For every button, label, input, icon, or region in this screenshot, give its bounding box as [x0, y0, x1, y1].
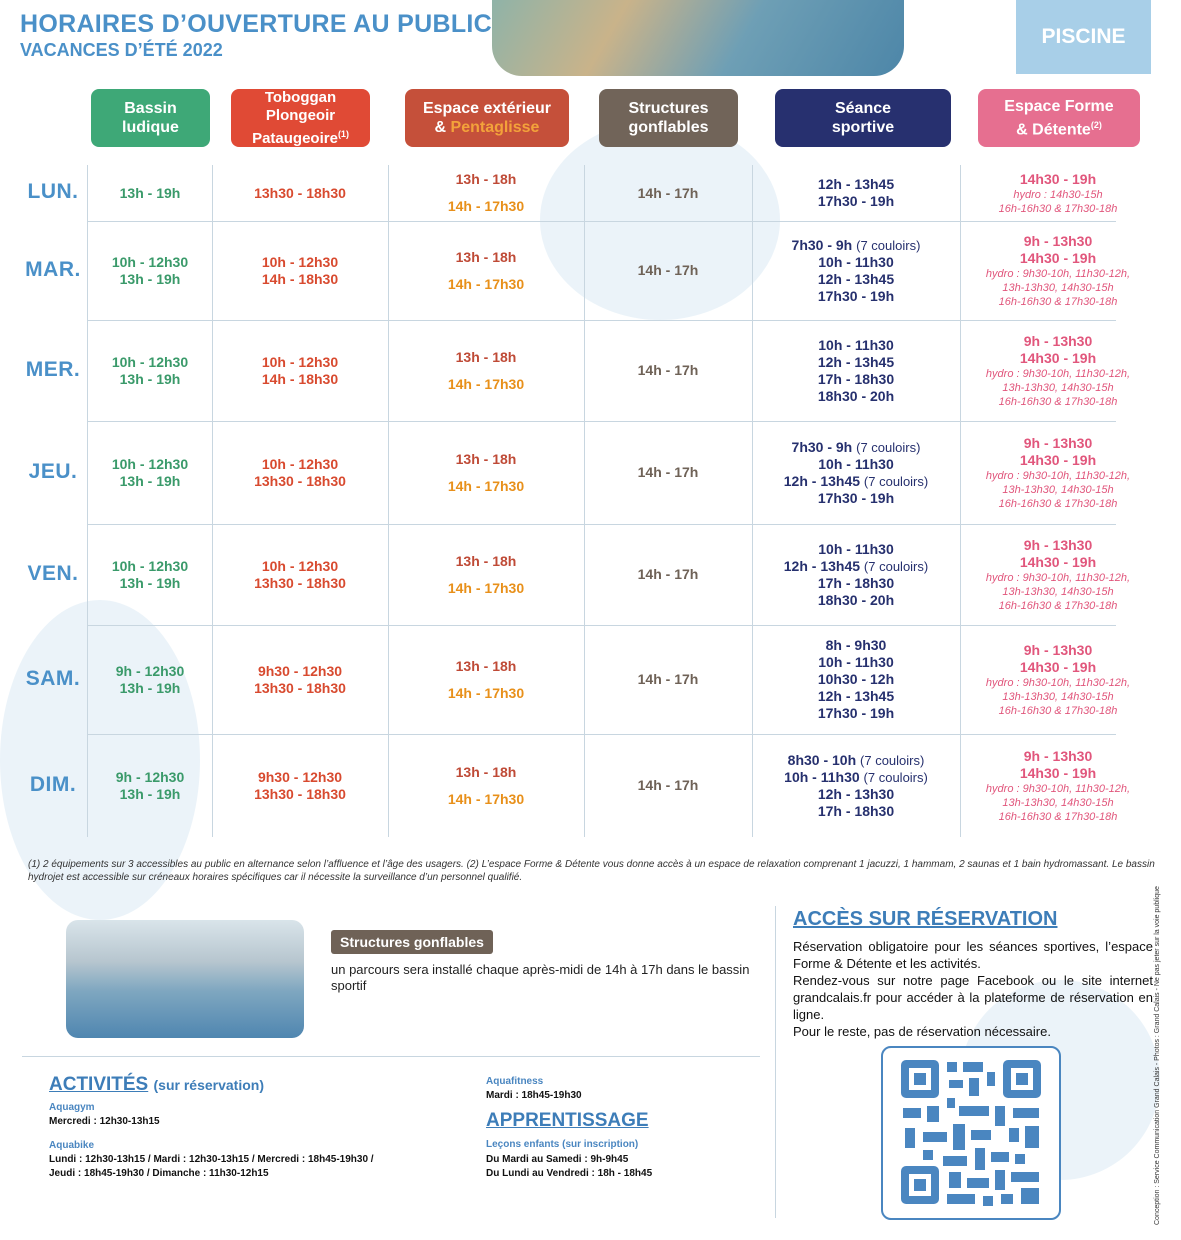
- time-range: 12h - 13h45: [783, 472, 861, 489]
- time-range: 10h - 11h30: [818, 336, 894, 353]
- time-slot: 14h30 - 19h: [1019, 451, 1097, 468]
- time-range: 10h - 11h30: [784, 768, 860, 785]
- time-slot: 13h - 19h: [119, 472, 181, 489]
- bassin-ludique-cell: [88, 421, 212, 524]
- toboggan-cell: [212, 625, 388, 734]
- time-slot: [818, 337, 894, 354]
- espace-forme-cell: [960, 421, 1156, 524]
- time-range: 8h30 - 10h: [787, 751, 857, 768]
- bassin-ludique-cell: [88, 165, 212, 221]
- espace-forme-cell: [960, 734, 1156, 837]
- bassin-ludique-cell: [88, 221, 212, 320]
- hydro-slot: hydro : 9h30-10h, 11h30-12h,: [985, 782, 1131, 795]
- time-slot: 14h - 17h: [637, 671, 699, 687]
- column-header-structures-gonflables: Structures gonflables: [599, 89, 738, 147]
- time-slot: [818, 193, 894, 210]
- time-slot: [818, 654, 894, 671]
- bassin-ludique-cell: [88, 625, 212, 734]
- time-slot: [818, 671, 894, 688]
- seance-sportive-cell: [752, 320, 960, 421]
- aquafitness-text: Mardi : 18h45-19h30: [486, 1090, 582, 1101]
- time-range: 12h - 13h45: [817, 176, 895, 192]
- time-range: 8h - 9h30: [825, 637, 887, 653]
- time-range: 17h30 - 19h: [817, 193, 895, 209]
- structures-cell: [584, 165, 752, 221]
- time-slot: 14h - 18h30: [261, 270, 339, 287]
- time-range: 18h30 - 20h: [817, 591, 895, 608]
- time-slot: 9h - 13h30: [1023, 232, 1093, 249]
- time-slot: 13h30 - 18h30: [254, 785, 346, 802]
- time-slot: 14h30 - 19h: [1019, 249, 1097, 266]
- structures-gonflables-text: un parcours sera installé chaque après-midi de 14h à 17h dans le bassin sportif: [331, 962, 750, 993]
- time-slot: [818, 490, 894, 507]
- hydro-slot: 16h-16h30 & 17h30-18h: [998, 704, 1118, 717]
- pentaglisse-time-slot: 14h - 17h30: [447, 579, 525, 596]
- time-slot: 10h - 12h30: [261, 353, 339, 370]
- hydro-slot: 13h-13h30, 14h30-15h: [1002, 585, 1114, 598]
- hydro-slot: 13h-13h30, 14h30-15h: [1002, 381, 1114, 394]
- time-slot: 13h - 18h: [455, 552, 517, 569]
- time-range: 17h - 18h30: [817, 574, 895, 591]
- toboggan-cell: [212, 421, 388, 524]
- time-range: 10h - 11h30: [818, 253, 894, 270]
- time-slot: [818, 371, 894, 388]
- time-range: 12h - 13h45: [817, 270, 895, 287]
- time-slot: 10h - 12h30: [111, 557, 189, 574]
- qr-code[interactable]: [881, 1046, 1061, 1220]
- time-slot: [818, 271, 894, 288]
- time-slot: 13h - 19h: [119, 785, 181, 802]
- hydro-slot: hydro : 9h30-10h, 11h30-12h,: [985, 571, 1131, 584]
- aquabike-label: Aquabike: [49, 1140, 95, 1151]
- time-slot: [818, 592, 894, 609]
- time-slot: 14h30 - 19h: [1019, 764, 1097, 781]
- couloirs-note: (7 couloirs): [863, 769, 928, 785]
- time-slot: [784, 769, 928, 786]
- day-label: DIM.: [29, 772, 77, 796]
- time-slot: 9h - 13h30: [1023, 747, 1093, 764]
- time-slot: [792, 439, 921, 456]
- time-slot: 14h - 18h30: [261, 370, 339, 387]
- time-range: 17h30 - 19h: [817, 489, 895, 506]
- time-slot: 13h30 - 18h30: [254, 574, 346, 591]
- credit-text: Conception : Service Communication Grand Calais - Photos : Grand Calais - Ne pas jeter sur la voie publique: [1154, 886, 1161, 1225]
- day-label: MAR.: [25, 257, 81, 281]
- time-slot: 14h - 17h: [637, 362, 699, 378]
- activites-title: ACTIVITÉS (sur réservation): [49, 1074, 264, 1095]
- time-range: 12h - 13h45: [817, 353, 895, 370]
- hydro-slot: hydro : 9h30-10h, 11h30-12h,: [985, 367, 1131, 380]
- hydro-slot: 16h-16h30 & 17h30-18h: [998, 202, 1118, 215]
- time-slot: 14h - 17h: [637, 464, 699, 480]
- time-slot: [792, 237, 921, 254]
- structures-cell: [584, 524, 752, 625]
- seance-sportive-cell: [752, 221, 960, 320]
- time-slot: 13h - 19h: [119, 270, 181, 287]
- time-slot: 9h - 13h30: [1023, 434, 1093, 451]
- page-title: HORAIRES D’OUVERTURE AU PUBLIC: [20, 10, 492, 38]
- hydro-slot: 16h-16h30 & 17h30-18h: [998, 295, 1118, 308]
- divider: [22, 1056, 760, 1057]
- structures-cell: [584, 625, 752, 734]
- column-header-espace-forme: Espace Forme & Détente$^{(2)}$: [978, 89, 1140, 147]
- hydro-slot: hydro : 9h30-10h, 11h30-12h,: [985, 676, 1131, 689]
- espace-forme-cell: [960, 524, 1156, 625]
- time-slot: 14h30 - 19h: [1019, 170, 1097, 187]
- time-slot: 14h30 - 19h: [1019, 349, 1097, 366]
- piscine-badge: PISCINE: [1016, 0, 1151, 74]
- inflatable-structure-photo: [66, 920, 304, 1038]
- hydro-slot: 16h-16h30 & 17h30-18h: [998, 810, 1118, 823]
- time-slot: 13h30 - 18h30: [254, 184, 346, 201]
- time-slot: 9h - 13h30: [1023, 536, 1093, 553]
- column-header-toboggan: Toboggan Plongeoir Pataugeoire$^{(1)}$: [231, 89, 370, 147]
- hydro-slot: 13h-13h30, 14h30-15h: [1002, 483, 1114, 496]
- time-slot: 13h - 18h: [455, 450, 517, 467]
- time-slot: 14h30 - 19h: [1019, 658, 1097, 675]
- acces-title: ACCÈS SUR RÉSERVATION: [793, 908, 1058, 930]
- footnote: (1) 2 équipements sur 3 accessibles au public en alternance selon l’affluence et l’âge des usagers. (2) L’espace Forme & Détente vous donne accès à un espace de relaxation comprenant 1 jacuzzi, 1 hammam, 2 saunas et 1 bain hydromassant. Le bassin hydrojet est accessible sur créneaux horaires spécifiques car il nécessite la surveillance d’un personnel qualifié.: [28, 859, 1155, 883]
- time-slot: 13h - 18h: [455, 763, 517, 780]
- seance-sportive-cell: [752, 421, 960, 524]
- time-range: 7h30 - 9h: [791, 438, 853, 455]
- time-slot: [826, 637, 887, 654]
- pentaglisse-time-slot: 14h - 17h30: [447, 790, 525, 807]
- hydro-slot: 16h-16h30 & 17h30-18h: [998, 497, 1118, 510]
- toboggan-cell: [212, 524, 388, 625]
- pentaglisse-time-slot: 14h - 17h30: [447, 477, 525, 494]
- toboggan-cell: [212, 221, 388, 320]
- time-range: 17h - 18h30: [817, 370, 895, 387]
- time-slot: 13h - 18h: [455, 657, 517, 674]
- structures-cell: [584, 221, 752, 320]
- time-slot: 10h - 12h30: [111, 455, 189, 472]
- time-slot: 13h - 19h: [119, 370, 181, 387]
- pentaglisse-time-slot: 14h - 17h30: [447, 275, 525, 292]
- structures-gonflables-badge: Structures gonflables: [331, 930, 493, 954]
- column-header-espace-exterieur: Espace extérieur & Pentaglisse: [405, 89, 569, 147]
- time-slot: 14h - 17h: [637, 184, 699, 201]
- day-label: SAM.: [25, 666, 81, 690]
- day-label: MER.: [25, 357, 81, 381]
- time-range: 12h - 13h30: [817, 785, 895, 802]
- time-slot: 9h30 - 12h30: [257, 768, 343, 785]
- time-slot: 13h30 - 18h30: [254, 472, 346, 489]
- espace-exterieur-cell: [388, 421, 584, 524]
- time-slot: [818, 705, 894, 722]
- time-range: 17h - 18h30: [817, 802, 895, 819]
- time-slot: 13h - 18h: [455, 248, 517, 265]
- time-slot: 10h - 12h30: [261, 455, 339, 472]
- espace-forme-cell: [960, 625, 1156, 734]
- bassin-ludique-cell: [88, 320, 212, 421]
- time-range: 12h - 13h45: [783, 557, 861, 574]
- time-slot: 14h30 - 19h: [1019, 553, 1097, 570]
- time-slot: [818, 688, 894, 705]
- qr-code-icon: [883, 1048, 1059, 1218]
- espace-forme-cell: [960, 221, 1156, 320]
- hydro-slot: hydro : 14h30-15h: [1013, 188, 1103, 201]
- acces-text: Réservation obligatoire pour les séances sportives, l’espace Forme & Détente et les activités. Rendez-vous sur notre page Facebook ou le site internet grandcalais.fr pour accéder à la plateforme de réservation en ligne. Pour le reste, pas de réservation nécessaire.: [793, 939, 1153, 1039]
- time-slot: 9h - 12h30: [115, 768, 185, 785]
- time-range: 18h30 - 20h: [817, 387, 895, 404]
- time-slot: 14h - 17h: [637, 777, 699, 793]
- time-slot: 10h - 12h30: [111, 353, 189, 370]
- time-range: 17h30 - 19h: [817, 287, 895, 304]
- time-slot: [818, 354, 894, 371]
- hydro-slot: hydro : 9h30-10h, 11h30-12h,: [985, 469, 1131, 482]
- time-slot: 13h30 - 18h30: [254, 679, 346, 696]
- day-label: JEU.: [28, 459, 78, 483]
- time-slot: [818, 176, 894, 193]
- espace-exterieur-cell: [388, 320, 584, 421]
- time-slot: [818, 456, 894, 473]
- structures-cell: [584, 421, 752, 524]
- structures-cell: [584, 320, 752, 421]
- bassin-ludique-cell: [88, 734, 212, 837]
- hydro-slot: 13h-13h30, 14h30-15h: [1002, 690, 1114, 703]
- aquabike-line: Lundi : 12h30-13h15 / Mardi : 12h30-13h15 / Mercredi : 18h45-19h30 /: [49, 1154, 374, 1165]
- time-slot: [818, 254, 894, 271]
- hydro-slot: 13h-13h30, 14h30-15h: [1002, 796, 1114, 809]
- time-slot: 10h - 12h30: [261, 253, 339, 270]
- time-slot: [784, 473, 928, 490]
- aquagym-label: Aquagym: [49, 1102, 95, 1113]
- aquabike-line: Jeudi : 18h45-19h30 / Dimanche : 11h30-12h15: [49, 1168, 269, 1179]
- espace-exterieur-cell: [388, 524, 584, 625]
- lecons-line: Du Lundi au Vendredi : 18h - 18h45: [486, 1168, 653, 1179]
- aquagym-text: Mercredi : 12h30-13h15: [49, 1116, 160, 1127]
- pentaglisse-time-slot: 14h - 17h30: [447, 198, 525, 214]
- seance-sportive-cell: [752, 165, 960, 221]
- seance-sportive-cell: [752, 625, 960, 734]
- time-slot: [818, 803, 894, 820]
- aquafitness-label: Aquafitness: [486, 1076, 544, 1087]
- time-slot: 13h - 19h: [119, 184, 181, 201]
- time-slot: 9h - 12h30: [115, 662, 185, 679]
- lecons-line: Du Mardi au Samedi : 9h-9h45: [486, 1154, 629, 1165]
- time-range: 10h - 11h30: [818, 654, 894, 670]
- time-slot: [818, 541, 894, 558]
- espace-forme-cell: [960, 320, 1156, 421]
- time-slot: [818, 388, 894, 405]
- time-slot: 9h - 13h30: [1023, 332, 1093, 349]
- seance-sportive-cell: [752, 524, 960, 625]
- time-range: 7h30 - 9h: [791, 236, 853, 253]
- hydro-slot: 16h-16h30 & 17h30-18h: [998, 395, 1118, 408]
- time-range: 12h - 13h45: [817, 688, 895, 704]
- column-header-seance-sportive: Séance sportive: [775, 89, 951, 147]
- time-slot: [818, 786, 894, 803]
- time-range: 10h30 - 12h: [817, 671, 895, 687]
- time-range: 10h - 11h30: [818, 455, 894, 472]
- espace-exterieur-cell: [388, 625, 584, 734]
- time-slot: 14h - 17h: [637, 262, 699, 278]
- time-range: 10h - 11h30: [818, 540, 894, 557]
- espace-forme-cell: [960, 165, 1156, 221]
- couloirs-note: (7 couloirs): [856, 439, 921, 455]
- day-label: VEN.: [27, 561, 79, 585]
- hydro-slot: 13h-13h30, 14h30-15h: [1002, 281, 1114, 294]
- lecons-label: Leçons enfants (sur inscription): [486, 1139, 639, 1150]
- espace-exterieur-cell: [388, 221, 584, 320]
- couloirs-note: (7 couloirs): [860, 752, 925, 768]
- couloirs-note: (7 couloirs): [856, 237, 921, 253]
- apprentissage-title: APPRENTISSAGE: [486, 1110, 649, 1131]
- toboggan-cell: [212, 734, 388, 837]
- structures-cell: [584, 734, 752, 837]
- time-slot: 13h - 18h: [455, 348, 517, 365]
- seance-sportive-cell: [752, 734, 960, 837]
- time-slot: 10h - 12h30: [261, 557, 339, 574]
- hydro-slot: 16h-16h30 & 17h30-18h: [998, 599, 1118, 612]
- toboggan-cell: [212, 320, 388, 421]
- couloirs-note: (7 couloirs): [863, 473, 929, 489]
- time-slot: 9h30 - 12h30: [257, 662, 343, 679]
- time-slot: [784, 558, 928, 575]
- pool-photo-header: [492, 0, 904, 76]
- time-slot: 13h - 19h: [119, 679, 181, 696]
- couloirs-note: (7 couloirs): [863, 558, 929, 574]
- espace-exterieur-cell: [388, 165, 584, 221]
- time-slot: [818, 575, 894, 592]
- time-slot: 10h - 12h30: [111, 253, 189, 270]
- column-header-bassin-ludique: Bassin ludique: [91, 89, 210, 147]
- time-slot: 14h - 17h: [637, 566, 699, 582]
- toboggan-cell: [212, 165, 388, 221]
- hydro-slot: hydro : 9h30-10h, 11h30-12h,: [985, 267, 1131, 280]
- page-subtitle: VACANCES D’ÉTÉ 2022: [20, 40, 223, 60]
- pentaglisse-time-slot: 14h - 17h30: [447, 375, 525, 392]
- time-range: 17h30 - 19h: [817, 705, 895, 721]
- time-slot: 13h - 19h: [119, 574, 181, 591]
- time-slot: 9h - 13h30: [1023, 641, 1093, 658]
- espace-exterieur-cell: [388, 734, 584, 837]
- time-slot: 13h - 18h: [455, 171, 517, 187]
- time-slot: [788, 752, 925, 769]
- divider: [775, 906, 776, 1218]
- pentaglisse-time-slot: 14h - 17h30: [447, 684, 525, 701]
- time-slot: [818, 288, 894, 305]
- day-label: LUN.: [27, 180, 79, 203]
- bassin-ludique-cell: [88, 524, 212, 625]
